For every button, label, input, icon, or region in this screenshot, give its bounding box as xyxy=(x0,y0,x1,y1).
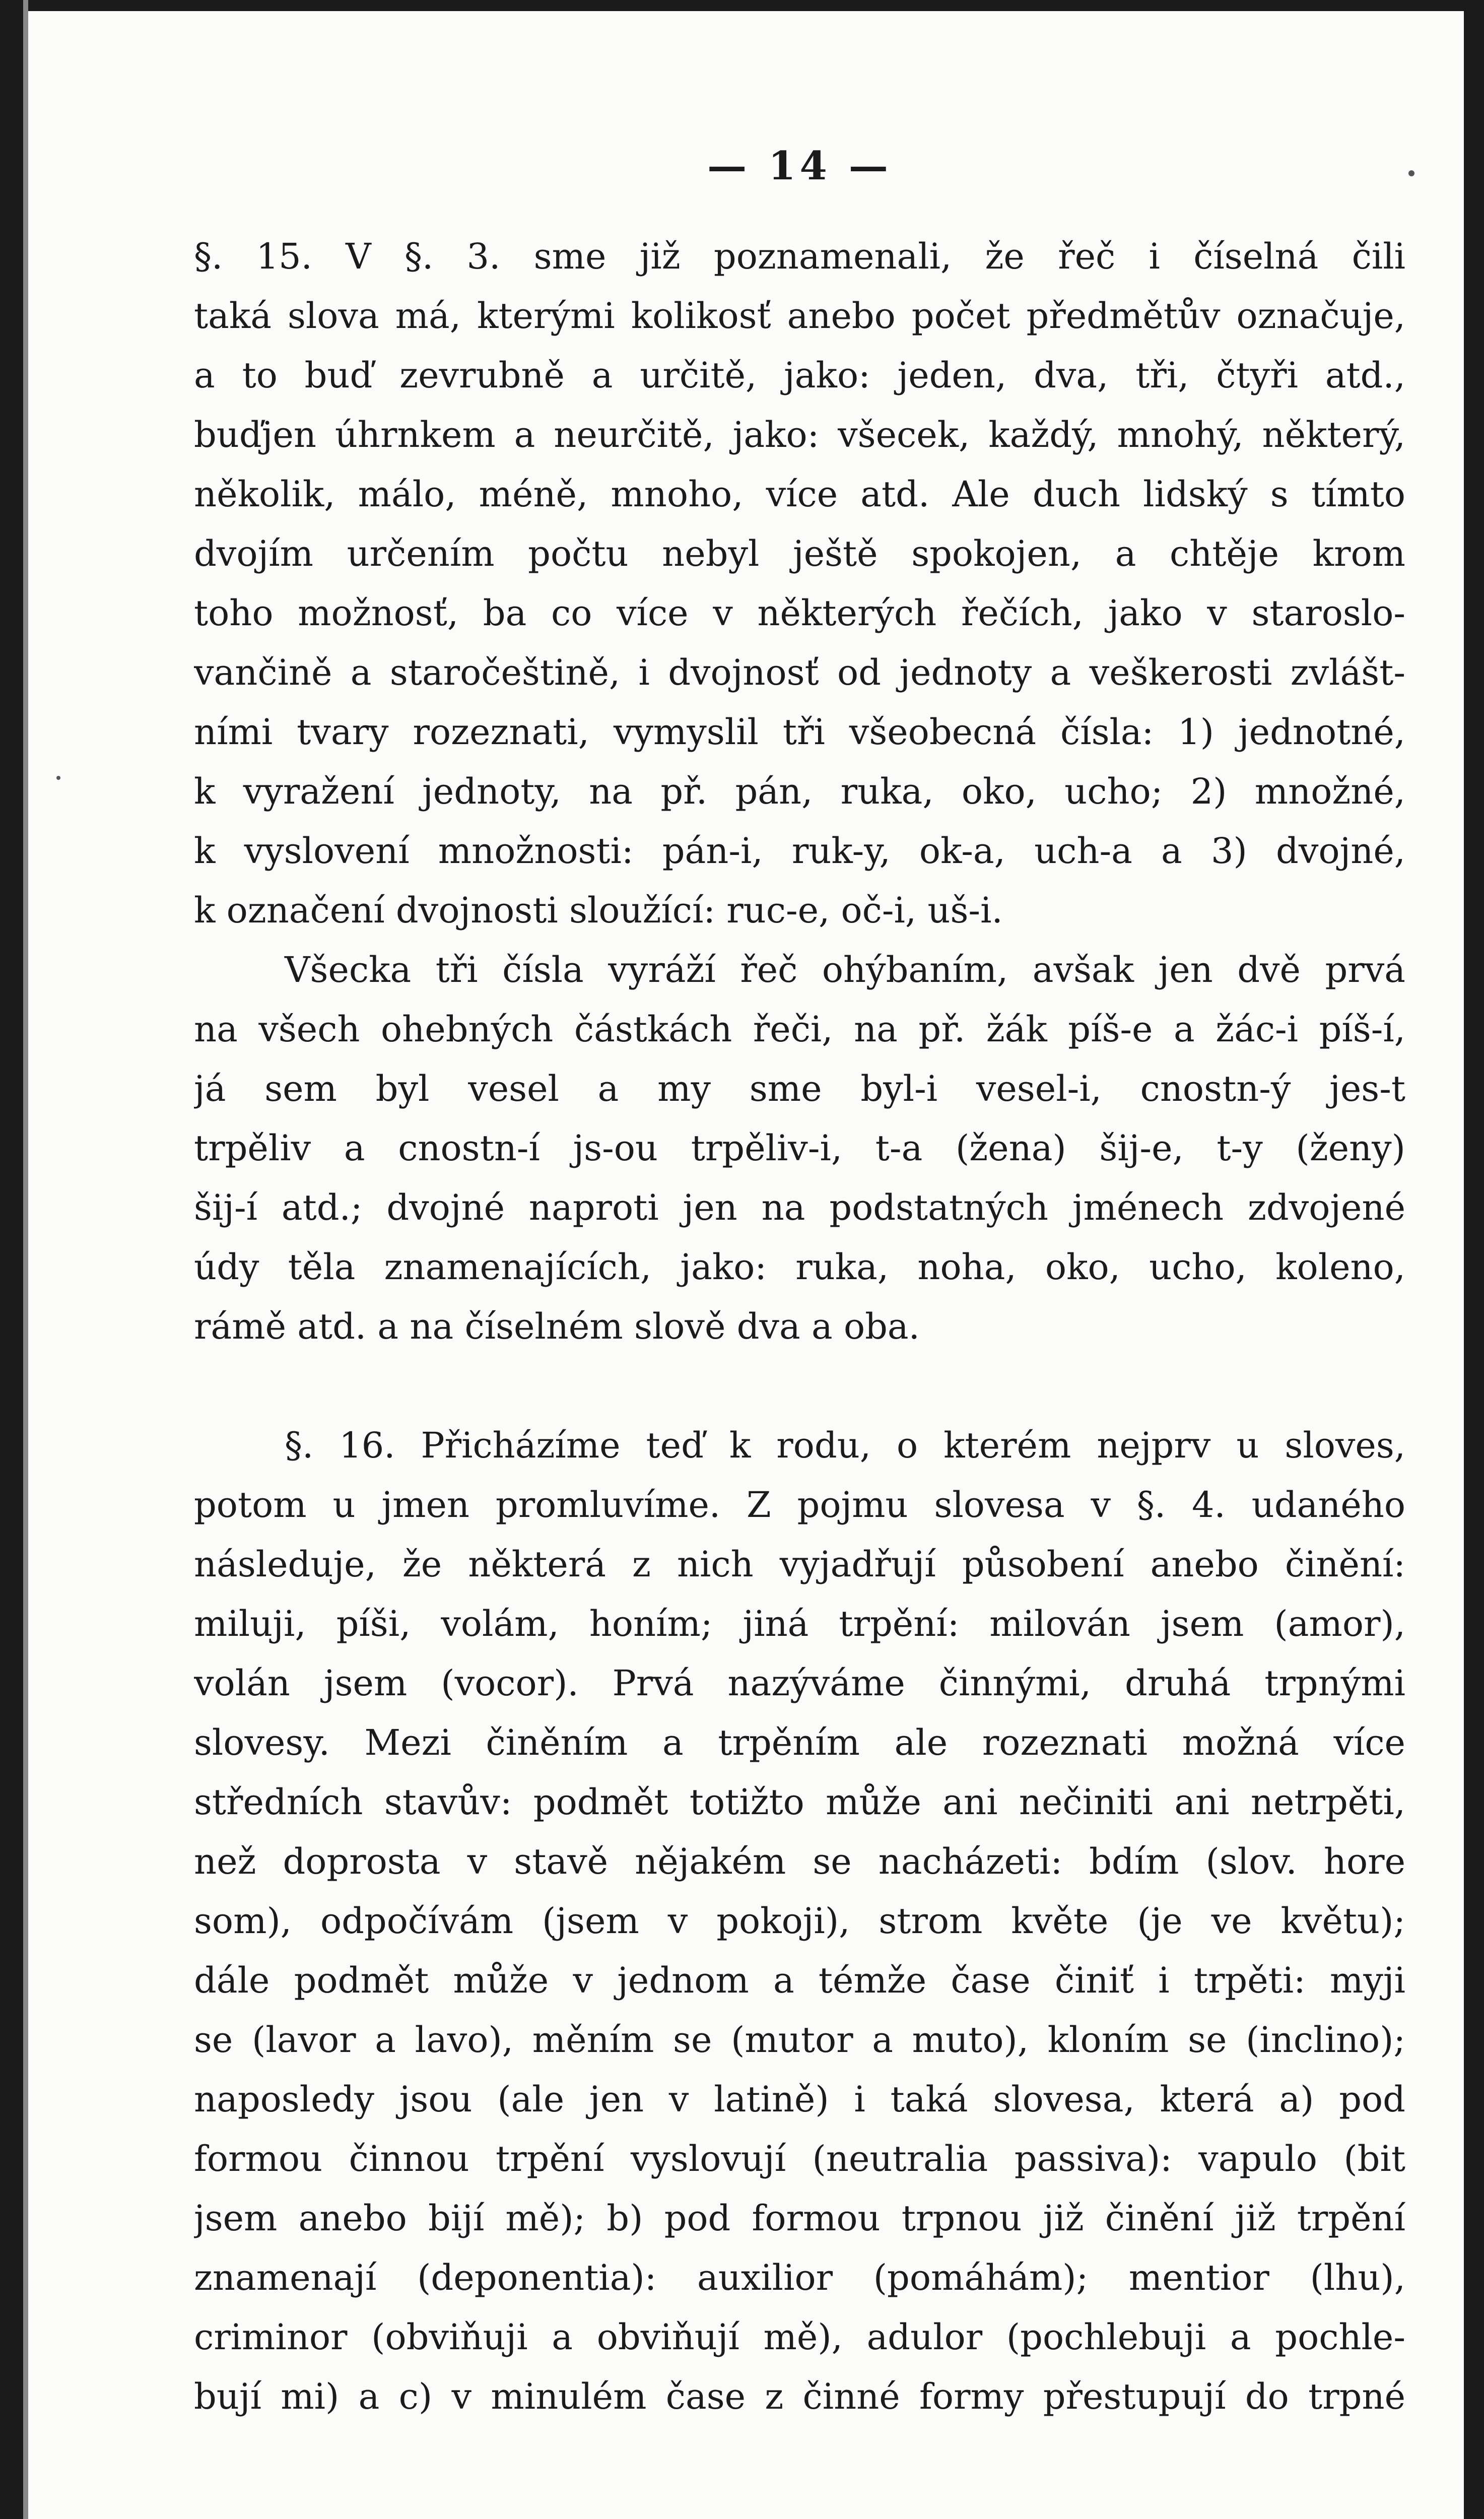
text-line: §. 15. V §. 3. sme již poznamenali, že řeč i číselná čili xyxy=(194,236,1405,277)
text-line: ními tvary rozeznati, vymyslil tři všeobecná čísla: 1) jednotné, xyxy=(194,711,1405,753)
text-line: buďjen úhrnkem a neurčitě, jako: všecek, každý, mnohý, některý, xyxy=(194,414,1405,455)
text-line: následuje, že některá z nich vyjadřují působení anebo činění: xyxy=(194,1544,1405,1585)
text-line: na všech ohebných částkách řeči, na př. žák píš-e a žác-i píš-í, xyxy=(194,1009,1405,1050)
text-line: několik, málo, méně, mnoho, více atd. Ale duch lidský s tímto xyxy=(194,474,1405,515)
text-line: šij-í atd.; dvojné naproti jen na podstatných jménech zdvojené xyxy=(194,1187,1405,1228)
scan-edge-right xyxy=(1464,0,1484,2519)
text-line: miluji, píši, volám, honím; jiná trpění: milován jsem (amor), xyxy=(194,1603,1405,1644)
text-line: criminor (obviňuji a obviňují mě), adulor (pochlebuji a pochle- xyxy=(194,2316,1405,2358)
paragraph-section-16 xyxy=(194,1416,1405,2426)
text-line: dále podmět může v jednom a témže čase činiť i trpěti: myji xyxy=(194,1960,1405,2001)
text-line: rámě atd. a na číselném slově dva a oba. xyxy=(194,1306,920,1347)
text-line: k vyslovení množnosti: pán-i, ruk-y, ok-a, uch-a a 3) dvojné, xyxy=(194,830,1405,872)
dust-speck xyxy=(56,776,60,780)
text-line: než doprosta v stavě nějakém se nacházeti: bdím (slov. hore xyxy=(194,1841,1405,1882)
paragraph-numbers xyxy=(194,940,1405,1356)
text-line: k vyražení jednoty, na př. pán, ruka, oko, ucho; 2) množné, xyxy=(194,771,1405,812)
text-line: naposledy jsou (ale jen v latině) i taká slovesa, která a) pod xyxy=(194,2079,1405,2120)
dust-speck xyxy=(1408,170,1414,176)
scan-edge-left-shadow xyxy=(23,0,28,2519)
text-line: som), odpočívám (jsem v pokoji), strom květe (je ve květu); xyxy=(194,1900,1405,1942)
text-line: znamenají (deponentia): auxilior (pomáhám); mentior (lhu), xyxy=(194,2257,1405,2298)
scan-edge-top xyxy=(0,0,1484,11)
text-line: bují mi) a c) v minulém čase z činné formy přestupují do trpné xyxy=(194,2376,1405,2417)
text-line: k označení dvojnosti sloužící: ruc-e, oč-i, uš-i. xyxy=(194,890,1003,931)
text-line: jsem anebo bijí mě); b) pod formou trpnou již činění již trpění xyxy=(194,2198,1405,2239)
text-line: taká slova má, kterými kolikosť anebo počet předmětův označuje, xyxy=(194,295,1405,337)
text-line: údy těla znamenajících, jako: ruka, noha, oko, ucho, koleno, xyxy=(194,1246,1405,1288)
text-line: středních stavův: podmět totižto může ani nečiniti ani netrpěti, xyxy=(194,1781,1405,1823)
page-number: — 14 — xyxy=(707,143,892,189)
text-line: trpěliv a cnostn-í js-ou trpěliv-i, t-a (žena) šij-e, t-y (ženy) xyxy=(194,1128,1405,1169)
text-line: slovesy. Mezi činěním a trpěním ale rozeznati možná více xyxy=(194,1722,1405,1763)
text-line: Všecka tři čísla vyráží řeč ohýbaním, avšak jen dvě prvá xyxy=(285,949,1405,990)
text-line: vančině a staročeštině, i dvojnosť od jednoty a veškerosti zvlášt- xyxy=(194,652,1405,693)
text-line: toho možnosť, ba co více v některých řečích, jako v staroslo- xyxy=(194,592,1405,634)
text-line: dvojím určením počtu nebyl ještě spokojen, a chtěje krom xyxy=(194,533,1405,574)
text-line: formou činnou trpění vyslovují (neutralia passiva): vapulo (bit xyxy=(194,2138,1405,2179)
text-line: a to buď zevrubně a určitě, jako: jeden, dva, tři, čtyři atd., xyxy=(194,355,1405,396)
text-line: potom u jmen promluvíme. Z pojmu slovesa v §. 4. udaného xyxy=(194,1484,1405,1526)
text-line: §. 16. Přicházíme teď k rodu, o kterém nejprv u sloves, xyxy=(285,1425,1405,1466)
text-line: se (lavor a lavo), měním se (mutor a muto), kloním se (inclino); xyxy=(194,2019,1405,2061)
text-line: volán jsem (vocor). Prvá nazýváme činnými, druhá trpnými xyxy=(194,1663,1405,1704)
paragraph-section-15 xyxy=(194,227,1405,940)
scan-edge-left xyxy=(0,0,23,2519)
text-line: já sem byl vesel a my sme byl-i vesel-i, cnostn-ý jes-t xyxy=(194,1068,1405,1109)
